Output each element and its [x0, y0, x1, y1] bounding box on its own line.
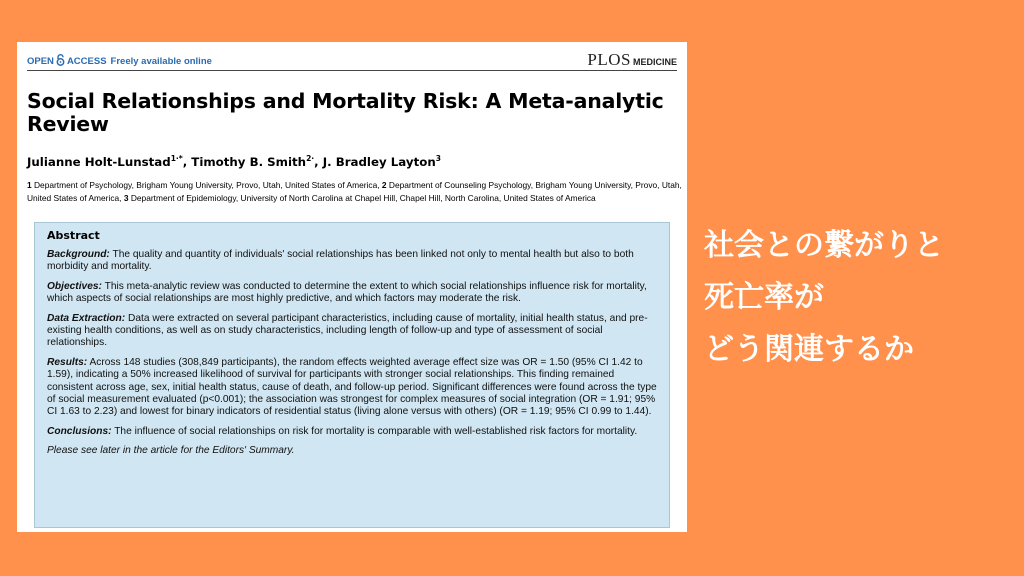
caption-line: 死亡率が — [704, 280, 824, 315]
open-label: OPEN — [27, 56, 54, 67]
caption-line: 社会との繋がりと — [704, 228, 944, 263]
caption-line: どう関連するか — [704, 332, 914, 367]
section-label: Results: — [47, 356, 88, 368]
section-text: The quality and quantity of individuals' social relationships has been linked not only to mental health but also to both morbidity and mortality. — [47, 249, 634, 273]
author-list: Julianne Holt-Lunstad$^{1\cdot*}$, Timothy B. Smith$^{2\cdot}$, J. Bradley Layton$^3$ — [27, 154, 441, 169]
affiliation-text: Department of Epidemiology, University of North Carolina at Chapel Hill, Chapel Hill, North Carolina, United States of America — [130, 193, 596, 203]
section-text: Across 148 studies (308,849 participants), the random effects weighted average effect size was OR = 1.50 (95% CI 1.42 to 1.59), indicating a 50% increased likelihood of survival for participants with stronger social relationships. This finding remained consistent across age, sex, initial health status, cause of death, and follow-up period. Significant differences were found across the type of social measurement evaluated (p<0.001); the association was strongest for complex measures of social integration (OR = 1.91; 95% CI 1.63 to 2.23) and lowest for binary indicators of residential status (living alone versus with others) (OR = 1.19; 95% CI 0.99 to 1.44). — [47, 356, 657, 418]
section-label: Data Extraction: — [47, 312, 126, 324]
abstract-heading: Abstract — [47, 229, 100, 242]
access-label: ACCESS — [66, 56, 107, 67]
author-affiliation-mark: 3 — [435, 154, 441, 163]
journal-section: MEDICINE — [632, 57, 677, 67]
affiliation-text: Department of Counseling Psychology, Brigham Young University, Provo, Utah, United States of America, — [27, 180, 682, 203]
abstract-box — [34, 222, 670, 528]
abstract-section-background — [47, 249, 657, 274]
affiliation-number: 3 — [123, 193, 129, 203]
author-name: Julianne Holt-Lunstad — [27, 154, 171, 169]
freely-available-label: Freely available online — [110, 56, 212, 67]
abstract-section-conclusions — [47, 426, 657, 438]
affiliation-number: 2 — [381, 180, 387, 190]
section-text: This meta-analytic review was conducted to determine the extent to which social relationships influence risk for mortality, which aspects of social relationships are most highly predictive, and which factors may moderate the risk. — [47, 280, 647, 305]
abstract-section-objectives — [47, 281, 657, 306]
journal-header — [27, 50, 677, 71]
article-title: Social Relationships and Mortality Risk: A Meta-analytic Review — [27, 89, 664, 136]
author-affiliation-mark: 2· — [306, 154, 315, 163]
abstract-section-results — [47, 357, 657, 419]
section-label: Objectives: — [47, 280, 102, 292]
abstract-section-data-extraction — [47, 313, 657, 350]
section-text: Data were extracted on several participant characteristics, including cause of mortality, initial health status, and pre-existing health conditions, as well as on study characteristics, including length of follow-up and type of assessment of social relationships. — [47, 312, 648, 349]
section-text: The influence of social relationships on risk for mortality is comparable with well-established risk factors for mortality. — [114, 425, 638, 437]
section-label: Conclusions: — [47, 425, 112, 437]
author-name: J. Bradley Layton — [322, 154, 436, 169]
journal-name: PLOS — [587, 50, 631, 69]
affiliation-number: 1 — [27, 180, 32, 190]
editors-summary-note: Please see later in the article for the Editors' Summary. — [47, 445, 295, 457]
affiliation-text: Department of Psychology, Brigham Young University, Provo, Utah, United States of America, — [34, 180, 380, 190]
open-access-badge — [27, 54, 212, 69]
author-name: Timothy B. Smith — [191, 154, 307, 169]
article-page — [17, 42, 687, 532]
affiliations — [27, 179, 687, 205]
japanese-caption — [704, 220, 944, 376]
section-label: Background: — [47, 249, 110, 260]
author-affiliation-mark: 1·* — [170, 154, 183, 163]
journal-logo — [587, 50, 677, 70]
open-access-lock-icon — [56, 54, 65, 69]
